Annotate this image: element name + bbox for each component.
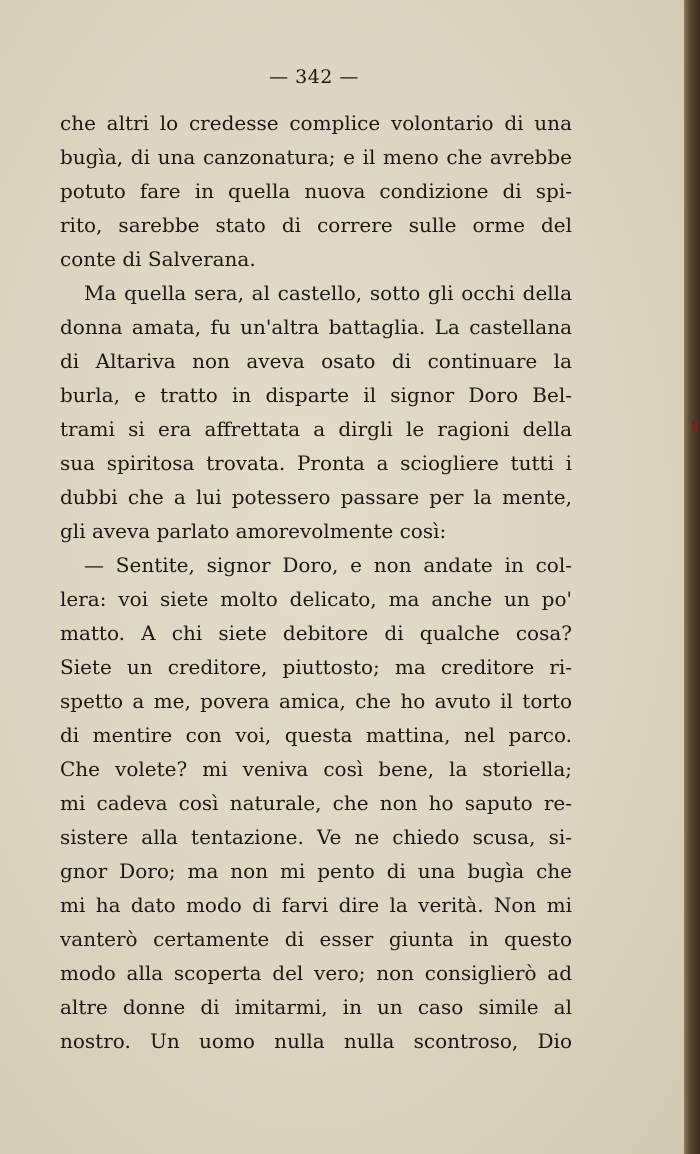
text-line: Che volete? mi veniva così bene, la storiella; (60, 757, 572, 781)
text-line: Siete un creditore, piuttosto; ma creditore ri- (60, 655, 572, 679)
text-line: — Sentite, signor Doro, e non andate in col- (84, 553, 572, 577)
text-line: conte di Salverana. (60, 247, 256, 271)
text-line: gli aveva parlato amorevolmente così: (60, 519, 447, 543)
edge-mark (692, 420, 698, 432)
text-line: mi cadeva così naturale, che non ho saputo re- (60, 791, 572, 815)
text-line: altre donne di imitarmi, in un caso simile al (60, 995, 572, 1019)
text-line: matto. A chi siete debitore di qualche cosa? (60, 621, 572, 645)
text-line: burla, e tratto in disparte il signor Doro Bel- (60, 383, 572, 407)
text-line: dubbi che a lui potessero passare per la mente, (60, 485, 572, 509)
body-text (60, 108, 572, 1060)
page-number-header: — 342 — (269, 66, 359, 88)
text-line: spetto a me, povera amica, che ho avuto il torto (60, 689, 572, 713)
text-line: trami si era affrettata a dirgli le ragioni della (60, 417, 572, 441)
text-line: Ma quella sera, al castello, sotto gli occhi della (84, 281, 572, 305)
text-line: modo alla scoperta del vero; non consiglierò ad (60, 961, 572, 985)
text-line: mi ha dato modo di farvi dire la verità. Non mi (60, 893, 572, 917)
text-line: vanterò certamente di esser giunta in questo (60, 927, 572, 951)
text-line: potuto fare in quella nuova condizione di spi- (60, 179, 572, 203)
text-line: che altri lo credesse complice volontario di una (60, 111, 572, 135)
text-line: lera: voi siete molto delicato, ma anche un po' (60, 587, 572, 611)
text-line: rito, sarebbe stato di correre sulle orme del (60, 213, 572, 237)
text-line: di mentire con voi, questa mattina, nel parco. (60, 723, 572, 747)
book-spine-edge (684, 0, 700, 1154)
text-line: nostro. Un uomo nulla nulla scontroso, Dio (60, 1029, 572, 1053)
text-line: gnor Doro; ma non mi pento di una bugìa che (60, 859, 572, 883)
text-line: sua spiritosa trovata. Pronta a sciogliere tutti i (60, 451, 572, 475)
text-line: sistere alla tentazione. Ve ne chiedo scusa, si- (60, 825, 572, 849)
text-line: donna amata, fu un'altra battaglia. La castellana (60, 315, 572, 339)
text-line: bugìa, di una canzonatura; e il meno che avrebbe (60, 145, 572, 169)
text-line: di Altariva non aveva osato di continuare la (60, 349, 572, 373)
